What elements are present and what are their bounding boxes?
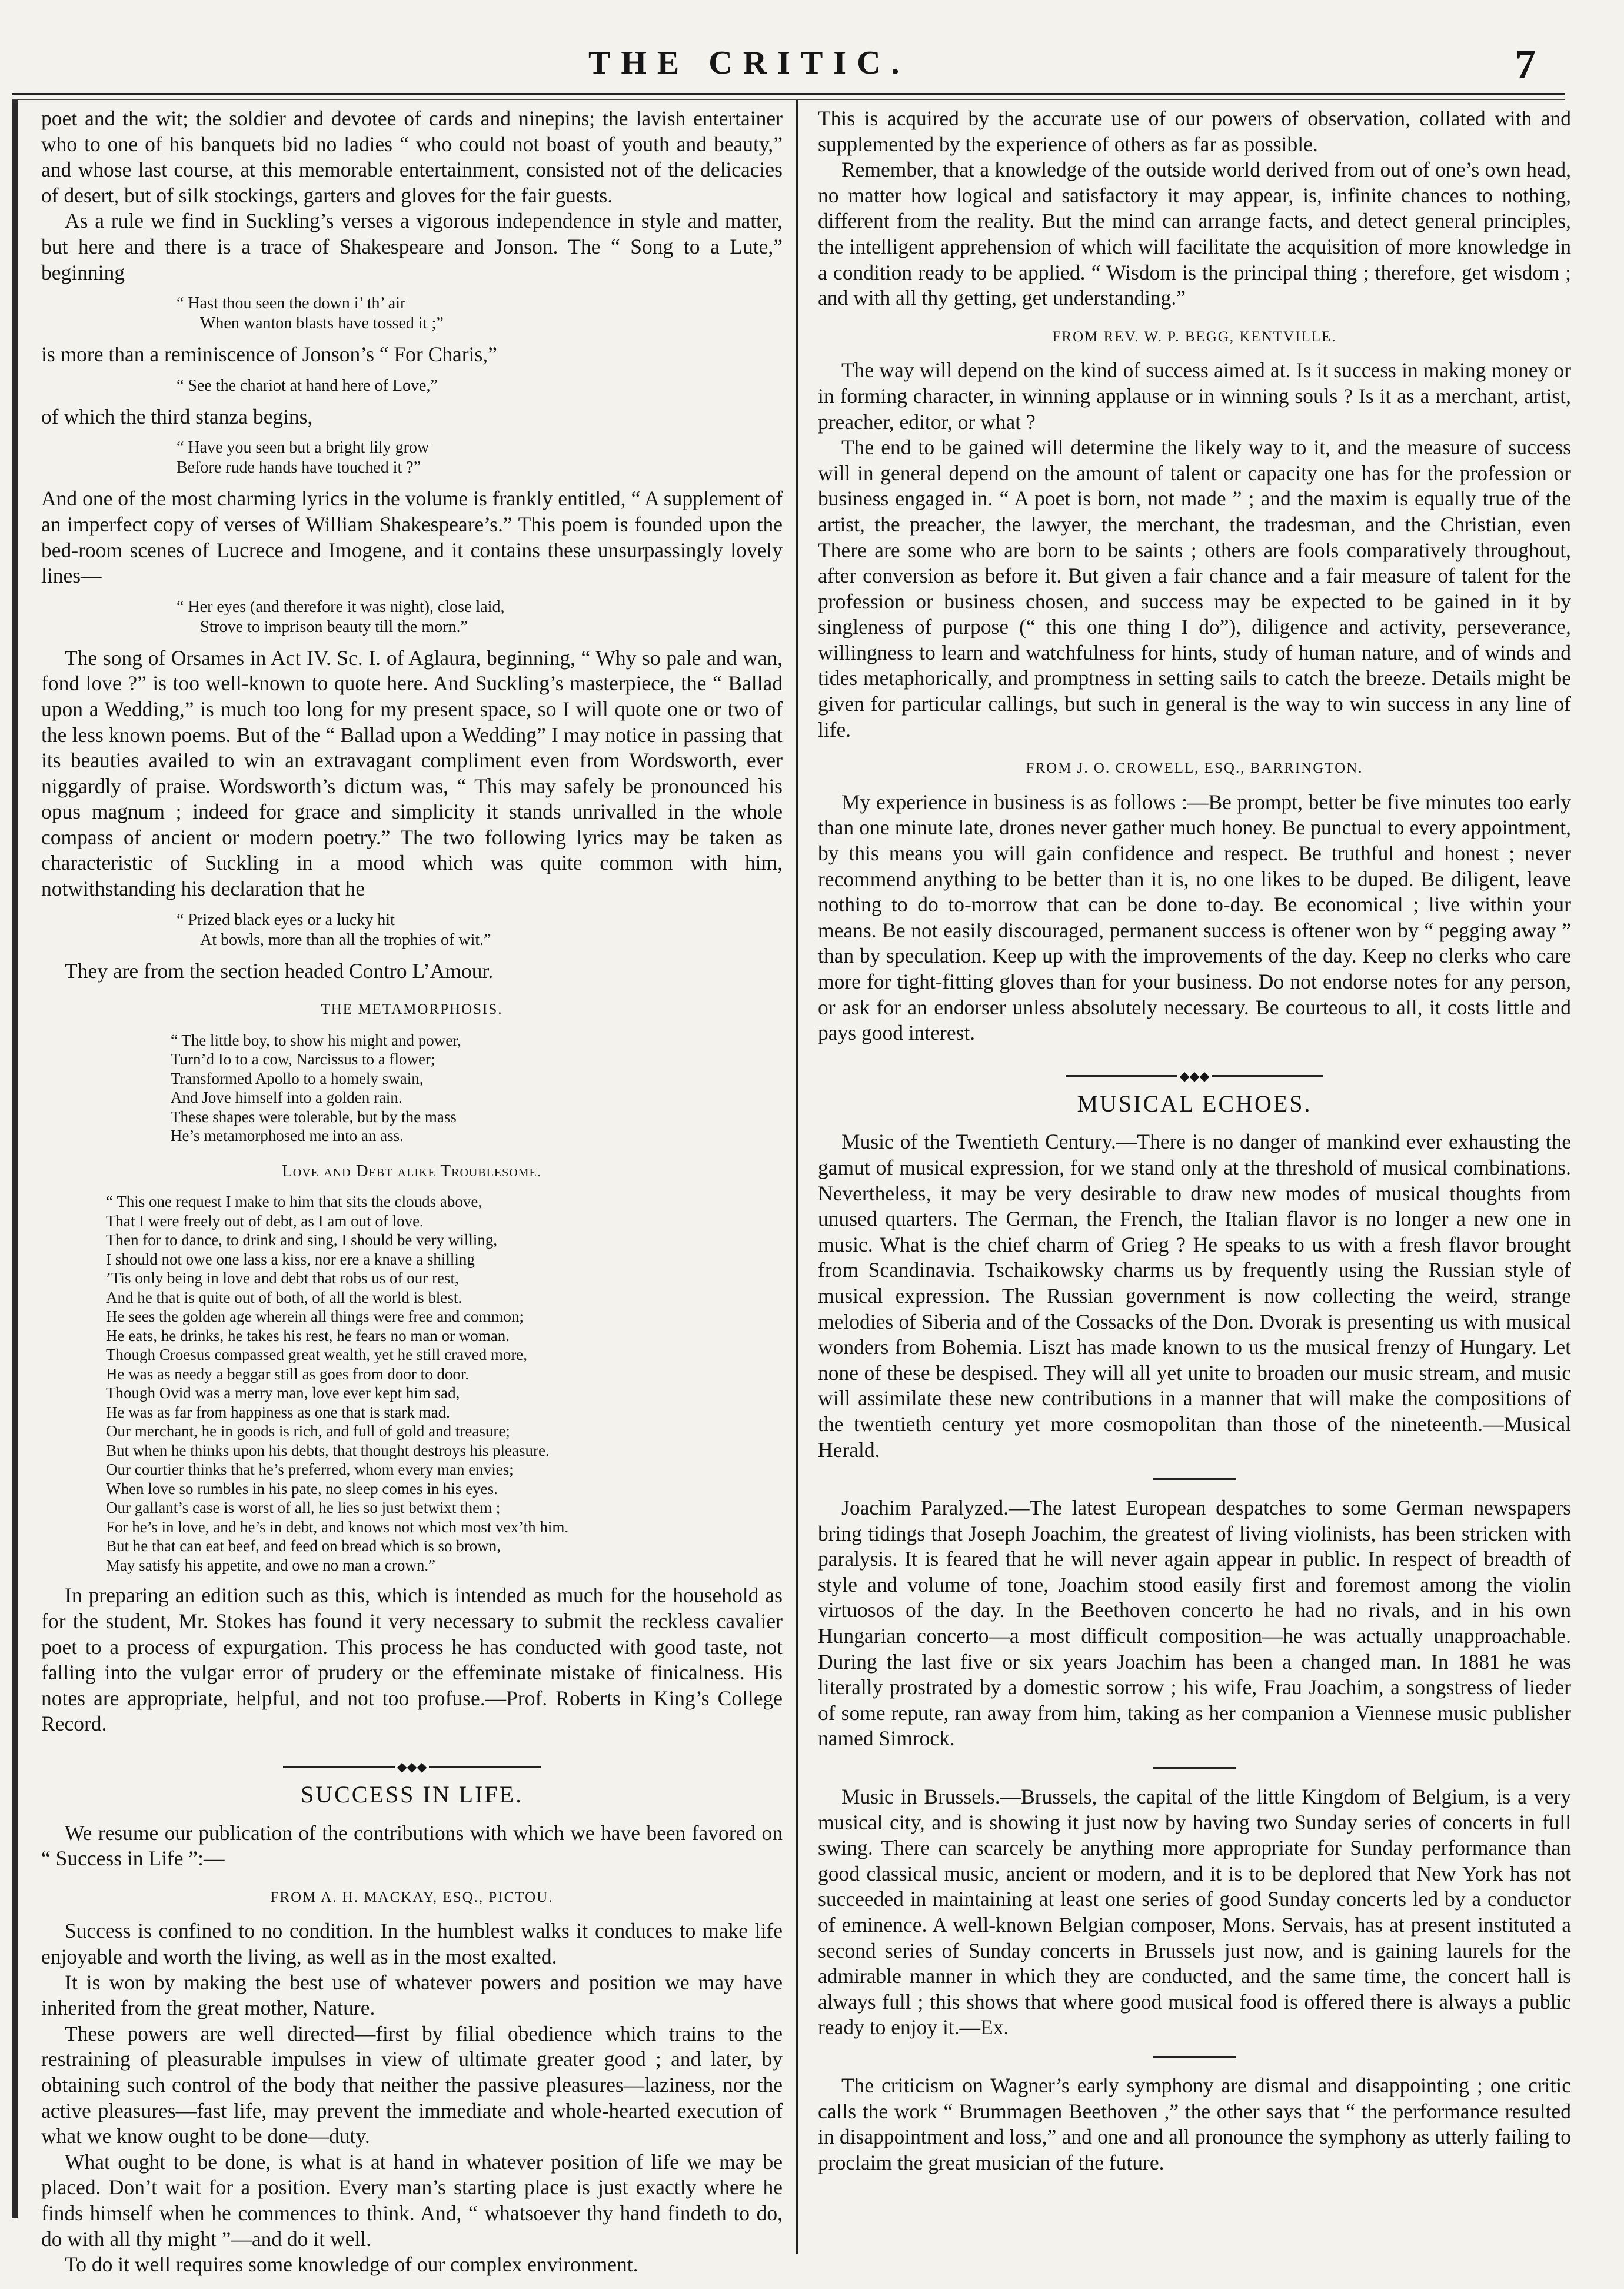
paragraph: Joachim Paralyzed.—The latest European despatches to some German newspapers bring tidings that Joseph Joachim, the greatest of living violinists, has been stricken with paralysis. It is feared that he will never again appear in public. In respect of breadth of style and volume of tone, Joachim stood easily first and foremost among the violin virtuosos of the day. In the Beethoven concerto he had no rivals, and in his own Hungarian concerto—a most difficult composition—he was actually unapproachable. During the last five or six years Joachim has been a changed man. In 1881 he was literally prostrated by a domestic sorrow ; his wife, Frau Joachim, a songstress of lieder of some repute, ran away from him, taking as her companion a Viennese music publisher named Simrock. xyxy=(818,1496,1571,1751)
verse-line: At bowls, more than all the trophies of wit.” xyxy=(200,930,491,949)
verse-line: He was as far from happiness as one that is stark mad. xyxy=(106,1403,450,1421)
verse-line: That I were freely out of debt, as I am out of love. xyxy=(106,1212,424,1230)
verse-line: He’s metamorphosed me into an ass. xyxy=(171,1127,404,1145)
verse-quote xyxy=(177,438,783,478)
paragraph: The end to be gained will determine the likely way to it, and the measure of success will in general depend on the amount of talent or capacity one has for the profession or business engaged in. “ A poet is born, not made ” ; and the maxim is equally true of the artist, the preacher, the lawyer, the merchant, the tradesman, and the Christian, even There are some who are born to be saints ; others are fools comparatively throughout, after conversion as before it. But given a fair chance and a fair measure of talent for the profession or business chosen, and success may be expected to be gained in it by singleness of purpose (“ this one thing I do”), diligence and activity, perseverance, willingness to learn and watchfulness for hints, study of human nature, and of winds and tides metaphorically, and promptness in setting sails to catch the breeze. Details might be given for particular callings, but such in general is the way to win success in any line of life. xyxy=(818,435,1571,741)
paragraph: This is acquired by the accurate use of our powers of observation, collated with and supplemented by the experience of others as far as possible. xyxy=(818,107,1571,156)
verse-line: “ Have you seen but a bright lily grow xyxy=(177,438,430,457)
short-rule xyxy=(1153,1478,1236,1480)
page-number: 7 xyxy=(1515,42,1536,87)
paragraph: of which the third stanza begins, xyxy=(41,404,313,428)
verse-line: May satisfy his appetite, and owe no man a crown.” xyxy=(106,1556,436,1574)
verse-quote xyxy=(177,597,783,637)
paragraph: My experience in business is as follows :—Be prompt, better be five minutes too early than one minute late, drones never gather much honey. Be punctual to every appointment, by this means you will gain confidence and respect. Be truthful and honest ; never recommend anything to be better than it is, no one likes to be duped. Be diligent, leave nothing to do to-morrow that can be done to-day. Be economical ; live within your means. Be not easily discouraged, permanent success is oftener won by “ pegging away ” than by speculation. Keep up with the improvements of the day. Keep no clerks who care more for tight-fitting gloves than for your business. Do not endorse notes for any person, or ask for an endorser unless absolutely necessary. Be courteous to all, it costs little and pays good interest. xyxy=(818,790,1571,1045)
verse-line: “ See the chariot at hand here of Love,” xyxy=(177,376,438,395)
paragraph: The song of Orsames in Act IV. Sc. I. of Aglaura, beginning, “ Why so pale and wan, fond love ?” is too well-known to quote here. And Suckling’s masterpiece, the “ Ballad upon a Wedding,” is much too long for my present space, so I will quote one or two of the less known poems. But of the “ Ballad upon a Wedding” I may notice in passing that its beauties availed to win an extravagant compliment even from Wordsworth, ever niggardly of praise. Wordsworth’s dictum was, “ This may safely be pronounced his opus magnum ; indeed for grace and simplicity it stands unrivalled in the whole compass of ancient or modern poetry.” The two following lyrics may be taken as characteristic of Suckling in a mood which was quite common with him, notwithstanding his declaration that he xyxy=(41,646,783,901)
verse-line: But when he thinks upon his debts, that thought destroys his pleasure. xyxy=(106,1441,550,1459)
paragraph: As a rule we find in Suckling’s verses a vigorous independence in style and matter, but here and there is a trace of Shakespeare and Jonson. The “ Song to a Lute,” beginning xyxy=(41,209,783,284)
paragraph: In preparing an edition such as this, which is intended as much for the household as for the student, Mr. Stokes has found it very necessary to submit the reckless cavalier poet to a process of expurgation. This process he has conducted with good taste, not falling into the vulgar error of prudery or the effeminate mistake of finicalness. His notes are appropriate, helpful, and not too profuse.—Prof. Roberts in King’s College Record. xyxy=(41,1583,783,1736)
verse-line: Transformed Apollo to a homely swain, xyxy=(171,1069,424,1087)
poem-metamorphosis xyxy=(171,1031,783,1146)
verse-line: “ Prized black eyes or a lucky hit xyxy=(177,910,395,929)
verse-line: These shapes were tolerable, but by the mass xyxy=(171,1107,457,1126)
right-column xyxy=(818,106,1571,2175)
top-rule xyxy=(12,93,1565,95)
verse-line: Strove to imprison beauty till the morn.” xyxy=(200,617,468,636)
contributor-heading: FROM A. H. MACKAY, ESQ., PICTOU. xyxy=(270,1889,554,1905)
verse-line: When wanton blasts have tossed it ;” xyxy=(200,314,444,333)
verse-line: “ This one request I make to him that sits the clouds above, xyxy=(106,1193,482,1211)
paragraph: The way will depend on the kind of success aimed at. Is it success in making money or in forming character, in winning applause or in winning souls ? Is it as a merchant, artist, preacher, editor, or what ? xyxy=(818,358,1571,434)
verse-line: He sees the golden age wherein all things were free and common; xyxy=(106,1307,524,1326)
verse-line: “ Her eyes (and therefore it was night), close laid, xyxy=(177,597,505,616)
verse-line: Our merchant, he in goods is rich, and full of gold and treasure; xyxy=(106,1422,510,1440)
verse-quote xyxy=(177,294,783,334)
verse-line: “ Hast thou seen the down i’ th’ air xyxy=(177,294,406,313)
poem-love-and-debt xyxy=(106,1192,783,1575)
newspaper-title: THE CRITIC. xyxy=(588,45,910,81)
ornament-divider: ◆◆◆ xyxy=(41,1752,783,1764)
paragraph: Music in Brussels.—Brussels, the capital of the little Kingdom of Belgium, is a very musical city, and is showing it just now by having two Sunday series of concerts in full swing. There can scarcely be anything more appropriate for Sunday performance than good classical music, ancient or modern, and it is to be deplored that New York has not succeeded in maintaining at least one series of good Sunday concerts led by a conductor of eminence. A well-known Belgian composer, Mons. Servais, has at present instituted a second series of Sunday concerts in Brussels just now, and is gaining laurels for the admirable manner in which they are conducted, and the same time, the concert hall is always full ; this shows that where good musical food is offered there is always a public ready to enjoy it.—Ex. xyxy=(818,1785,1571,2040)
section-heading: SUCCESS IN LIFE. xyxy=(300,1781,524,1808)
left-column xyxy=(41,106,783,2278)
verse-line: He was as needy a beggar still as goes from door to door. xyxy=(106,1365,470,1383)
verse-line: But he that can eat beef, and feed on bread which is so brown, xyxy=(106,1537,501,1555)
verse-line: Before rude hands have touched it ?” xyxy=(177,458,421,477)
verse-line: And Jove himself into a golden rain. xyxy=(171,1089,402,1107)
contributor-heading: FROM J. O. CROWELL, ESQ., BARRINGTON. xyxy=(1026,760,1363,777)
paragraph: To do it well requires some knowledge of our complex environment. xyxy=(65,2253,638,2277)
verse-line: Then for to dance, to drink and sing, I should be very willing, xyxy=(106,1231,498,1249)
verse-line: For he’s in love, and he’s in debt, and knows not which most vex’th him. xyxy=(106,1518,569,1536)
paragraph: Music of the Twentieth Century.—There is no danger of mankind ever exhausting the gamut of musical expression, for we stand only at the threshold of musical combinations. Nevertheless, it may be very desirable to draw new modes of musical thoughts from unused quarters. The German, the French, the Italian flavor is no longer a new one in music. What is the chief charm of Grieg ? He speaks to us with a fresh flavor brought from Scandinavia. Tschaikowsky charms us by frequently using the Russian style of musical expression. The Russian government is now collecting the weird, strange melodies of Siberia and of the Cossacks of the Don. Dvorak is presenting us with musical wonders from Bohemia. Liszt has made known to us the musical frenzy of Hungary. Let none of these be despised. They will all yet unite to broaden our music stream, and music will assimilate these new contributions in a manner that will make the compositions of the twentieth century yet more cosmopolitan than those of the nineteenth.—Musical Herald. xyxy=(818,1130,1571,1462)
verse-line: Our gallant’s case is worst of all, he lies so just betwixt them ; xyxy=(106,1499,501,1517)
verse-line: He eats, he drinks, he takes his rest, he fears no man or woman. xyxy=(106,1326,510,1345)
verse-line: I should not owe one lass a kiss, nor ere a knave a shilling xyxy=(106,1250,475,1268)
paragraph: And one of the most charming lyrics in the volume is frankly entitled, “ A supplement of an imperfect copy of verses of William Shakespeare’s.” This poem is founded upon the bed-room scenes of Lucrece and Imogene, and it contains these unsurpassingly lovely lines— xyxy=(41,487,783,588)
masthead xyxy=(0,41,1624,94)
paragraph: It is won by making the best use of whatever powers and position we may have inherited from the great mother, Nature. xyxy=(41,1970,783,2020)
verse-line: When love so rumbles in his pate, no sleep comes in his eyes. xyxy=(106,1479,498,1498)
paragraph: They are from the section headed Contro L’Amour. xyxy=(65,959,494,983)
paragraph: What ought to be done, is what is at hand in whatever position of life we may be placed. Don’t wait for a position. Every man’s starting place is just exactly where he finds himself when he commences to think. And, “ whatsoever thy hand findeth to do, do with all thy might ”—and do it well. xyxy=(41,2150,783,2251)
verse-quote xyxy=(177,910,783,950)
paragraph: is more than a reminiscence of Jonson’s “ For Charis,” xyxy=(41,342,497,367)
poem-title: THE METAMORPHOSIS. xyxy=(321,1002,503,1018)
verse-line: Turn’d Io to a cow, Narcissus to a flower; xyxy=(171,1050,435,1069)
verse-line: Though Croesus compassed great wealth, yet he still craved more, xyxy=(106,1346,528,1364)
verse-line: Though Ovid was a merry man, love ever kept him sad, xyxy=(106,1384,460,1402)
left-binding-edge xyxy=(12,100,18,2218)
verse-quote xyxy=(177,376,783,396)
verse-line: “ The little boy, to show his might and power, xyxy=(171,1031,461,1049)
paragraph: Remember, that a knowledge of the outside world derived from out of one’s own head, no matter how logical and satisfactory it may appear, is, infinite chances to nothing, different from the reality. But the mind can arrange facts, and detect general principles, the intelligent apprehension of which will facilitate the acquisition of more knowledge in a condition ready to be applied. “ Wisdom is the principal thing ; therefore, get wisdom ; and with all thy getting, get understanding.” xyxy=(818,158,1571,310)
verse-line: ’Tis only being in love and debt that robs us of our rest, xyxy=(106,1269,459,1287)
paragraph: Success is confined to no condition. In the humblest walks it conduces to make life enjoyable and worth the living, as well as in the most exalted. xyxy=(41,1919,783,1968)
short-rule xyxy=(1153,2056,1236,2058)
section-heading: MUSICAL ECHOES. xyxy=(1077,1090,1312,1117)
paragraph: The criticism on Wagner’s early symphony are dismal and disappointing ; one critic calls the work “ Brummagen Beethoven ,” the other says that “ the performance resulted in disappointment and loss,” and one and all pronounce the symphony as utterly failing to proclaim the great musician of the future. xyxy=(818,2073,1571,2174)
column-divider xyxy=(796,100,798,2254)
short-rule xyxy=(1153,1767,1236,1769)
ornament-divider: ◆◆◆ xyxy=(818,1062,1571,1073)
verse-line: Our courtier thinks that he’s preferred, whom every man envies; xyxy=(106,1460,514,1479)
paragraph: poet and the wit; the soldier and devotee of cards and ninepins; the lavish entertainer who to one of his banquets bid no ladies “ who could not boast of youth and beauty,” and whose last course, at this memorable entertainment, consisted not of the delicacies of desert, but of silk stockings, garters and gloves for the fair guests. xyxy=(41,107,783,207)
contributor-heading: FROM REV. W. P. BEGG, KENTVILLE. xyxy=(1052,328,1337,345)
paragraph: These powers are well directed—first by filial obedience which trains to the restraining of pleasurable impulses in view of ultimate greater good ; and later, by obtaining such control of the body that neither the passive pleasures—laziness, nor the active pleasures—fast life, may prevent the immediate and whole-hearted execution of what we know ought to be done—duty. xyxy=(41,2021,783,2148)
paragraph: We resume our publication of the contributions with which we have been favored on “ Success in Life ”:— xyxy=(41,1821,783,1871)
poem-title: Love and Debt alike Troublesome. xyxy=(282,1161,542,1180)
top-rule-thin xyxy=(12,99,1565,100)
verse-line: And he that is quite out of both, of all the world is blest. xyxy=(106,1288,462,1306)
